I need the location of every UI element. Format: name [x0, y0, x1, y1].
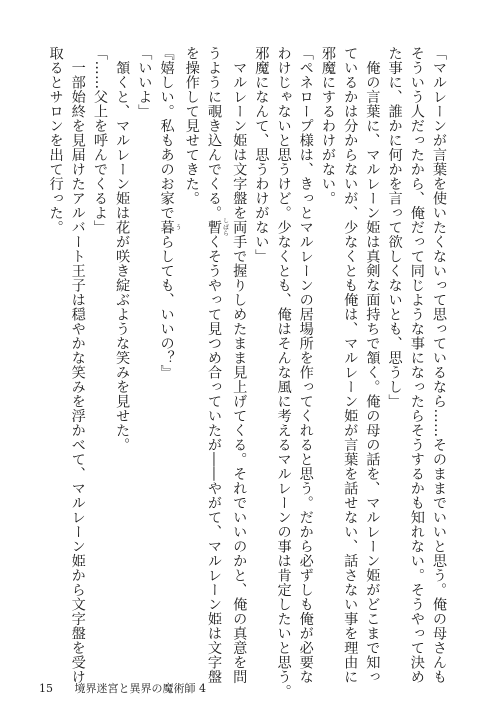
book-title: 境界迷宮と異界の魔術師 4 [74, 682, 206, 695]
text-line: わけじゃないと思うけど。少なくとも、俺はそんな風に考えるマルレーンの事は肯定したいと思う。 [275, 46, 292, 699]
text-line: マルレーン姫は文字盤を両手で握りしめたまま見上げてくる。それでいいのかと、俺の真意を問 [231, 46, 248, 684]
text-line: た事に、誰かに何かを言って欲しくないとも、思うし」 [386, 46, 403, 409]
text-line: 「……父上を呼んでくるよ」 [91, 46, 108, 235]
text-line: 「マルレーンが言葉を使いたくないって思っているなら……そのままでいいと思う。俺の母さんも [431, 46, 447, 684]
text-line: 俺の言葉に、マルレーン姫は真剣な面持ちで頷く。俺の母の話を、マルレーン姫がどこまで知っ [364, 46, 381, 684]
text-line: 邪魔になんて、思うわけがない」 [253, 46, 270, 264]
text-line: 頷くと、マルレーン姫は花が咲き綻ぶような笑みを見せた。 [114, 46, 131, 452]
text-line: 取るとサロンを出て行った。 [47, 46, 64, 235]
furigana-ruby: 暮 う [158, 220, 182, 235]
text-line: そういう人だったから、俺だって同じような事になったらそうするかも知れない。そうやって決め [408, 46, 425, 684]
furigana-reading: う [174, 220, 182, 235]
text-line: うように覗き込んでくる。暫 しばらくそうやって見つめ合っていたが――やがて、マルレーン姫は文字盤 [205, 46, 229, 684]
text-line: 邪魔にするわけがない。 [319, 46, 336, 206]
furigana-ruby: 暫 しばら [205, 217, 229, 237]
text-line: ているかは分からないが、少なくとも俺は、マルレーン姫が言葉を話せない、話さない事を理由に [342, 46, 359, 684]
page-footer [39, 680, 206, 696]
page-number: 15 [39, 682, 53, 695]
text-line: 「いいよ」 [136, 46, 153, 119]
text-line: 『嬉しい。私もあのお家で暮 うらしても、いいの？』 [158, 46, 182, 380]
text-line: 「ペネロープ様は、きっとマルレーンの居場所を作ってくれると思う。だから必ずしも俺が必要な [297, 46, 314, 684]
text-line: 一部始終を見届けたアルバート王子は穏やかな笑みを浮かべて、マルレーン姫から文字盤を受け [69, 46, 86, 684]
furigana-reading: しばら [221, 217, 229, 237]
text-line: を操作して見せてきた。 [183, 46, 200, 206]
